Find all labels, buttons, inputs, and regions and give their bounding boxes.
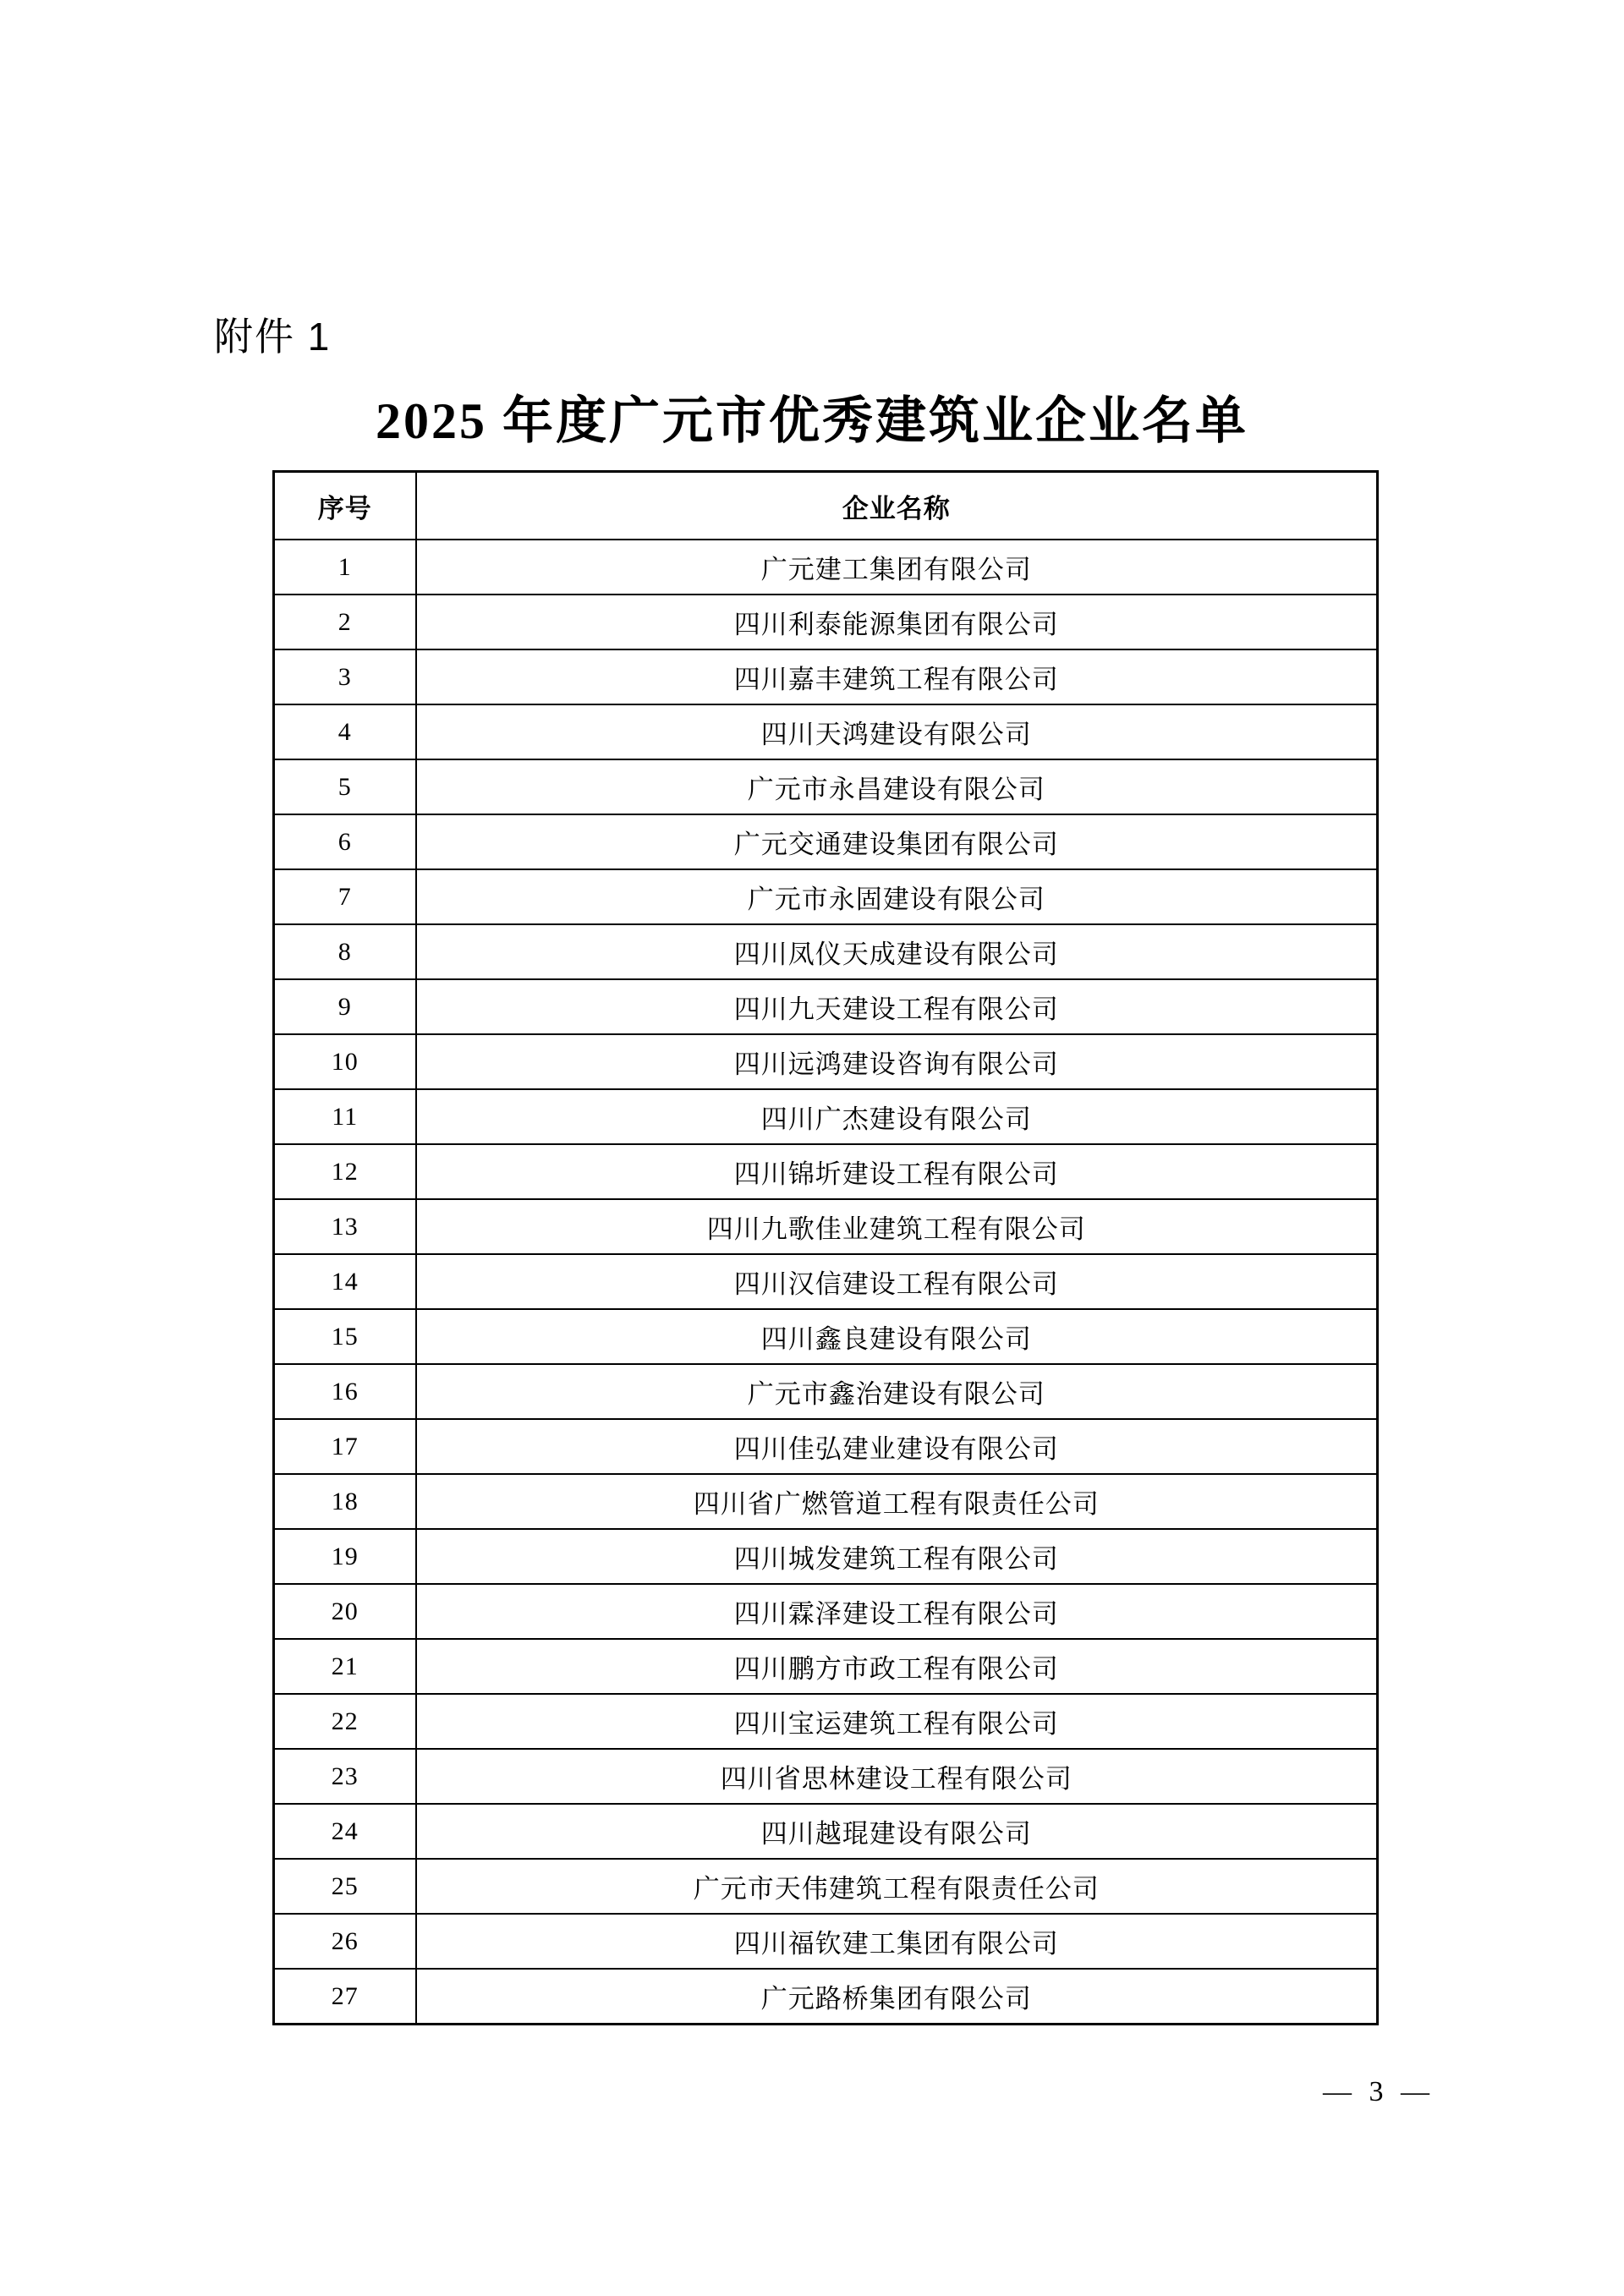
row-index: 7 <box>274 869 416 924</box>
table-row <box>274 1694 1378 1749</box>
company-name: 四川锦圻建设工程有限公司 <box>416 1144 1378 1199</box>
company-name: 四川九天建设工程有限公司 <box>416 979 1378 1034</box>
table-row <box>274 1419 1378 1474</box>
row-index: 9 <box>274 979 416 1034</box>
row-index: 1 <box>274 540 416 595</box>
row-index: 21 <box>274 1639 416 1694</box>
company-name: 广元市永昌建设有限公司 <box>416 759 1378 814</box>
row-index: 22 <box>274 1694 416 1749</box>
row-index: 17 <box>274 1419 416 1474</box>
company-name: 四川汉信建设工程有限公司 <box>416 1254 1378 1309</box>
page-number: — 3 — <box>1323 2076 1435 2107</box>
table-row <box>274 759 1378 814</box>
table-row <box>274 1639 1378 1694</box>
row-index: 16 <box>274 1364 416 1419</box>
row-index: 24 <box>274 1804 416 1859</box>
table-row <box>274 1309 1378 1364</box>
table-header-row <box>274 472 1378 540</box>
company-name: 四川省思林建设工程有限公司 <box>416 1749 1378 1804</box>
company-table <box>272 470 1379 2025</box>
row-index: 6 <box>274 814 416 869</box>
row-index: 2 <box>274 595 416 649</box>
company-name: 四川鑫良建设有限公司 <box>416 1309 1378 1364</box>
table-row <box>274 1529 1378 1584</box>
row-index: 14 <box>274 1254 416 1309</box>
table-row <box>274 1474 1378 1529</box>
row-index: 20 <box>274 1584 416 1639</box>
row-index: 11 <box>274 1089 416 1144</box>
page-title: 2025 年度广元市优秀建筑业企业名单 <box>376 393 1248 449</box>
company-name: 四川城发建筑工程有限公司 <box>416 1529 1378 1584</box>
table-row <box>274 979 1378 1034</box>
row-index: 12 <box>274 1144 416 1199</box>
row-index: 18 <box>274 1474 416 1529</box>
row-index: 5 <box>274 759 416 814</box>
table-row <box>274 1199 1378 1254</box>
company-name: 广元建工集团有限公司 <box>416 540 1378 595</box>
company-name: 四川嘉丰建筑工程有限公司 <box>416 649 1378 704</box>
table-row <box>274 595 1378 649</box>
company-name: 四川省广燃管道工程有限责任公司 <box>416 1474 1378 1529</box>
column-header-name: 企业名称 <box>416 472 1378 540</box>
row-index: 19 <box>274 1529 416 1584</box>
table-row <box>274 1089 1378 1144</box>
table-row <box>274 1749 1378 1804</box>
table-row <box>274 1584 1378 1639</box>
row-index: 26 <box>274 1914 416 1969</box>
row-index: 13 <box>274 1199 416 1254</box>
row-index: 15 <box>274 1309 416 1364</box>
row-index: 25 <box>274 1859 416 1914</box>
company-name: 广元市鑫治建设有限公司 <box>416 1364 1378 1419</box>
company-name: 四川越琨建设有限公司 <box>416 1804 1378 1859</box>
table-row <box>274 869 1378 924</box>
table-row <box>274 1804 1378 1859</box>
company-name: 广元市永固建设有限公司 <box>416 869 1378 924</box>
table-row <box>274 1254 1378 1309</box>
attachment-label: 附件 1 <box>214 315 332 359</box>
row-index: 4 <box>274 704 416 759</box>
company-name: 广元交通建设集团有限公司 <box>416 814 1378 869</box>
table-row <box>274 1859 1378 1914</box>
company-name: 广元路桥集团有限公司 <box>416 1969 1378 2025</box>
row-index: 27 <box>274 1969 416 2025</box>
row-index: 8 <box>274 924 416 979</box>
row-index: 3 <box>274 649 416 704</box>
table-row <box>274 1144 1378 1199</box>
company-name: 广元市天伟建筑工程有限责任公司 <box>416 1859 1378 1914</box>
column-header-index: 序号 <box>274 472 416 540</box>
company-name: 四川天鸿建设有限公司 <box>416 704 1378 759</box>
table-row <box>274 1969 1378 2025</box>
company-name: 四川远鸿建设咨询有限公司 <box>416 1034 1378 1089</box>
table-row <box>274 649 1378 704</box>
table-row <box>274 1364 1378 1419</box>
company-name: 四川广杰建设有限公司 <box>416 1089 1378 1144</box>
company-name: 四川福钦建工集团有限公司 <box>416 1914 1378 1969</box>
table-row <box>274 540 1378 595</box>
table-row <box>274 924 1378 979</box>
company-name: 四川凤仪天成建设有限公司 <box>416 924 1378 979</box>
company-name: 四川利泰能源集团有限公司 <box>416 595 1378 649</box>
company-name: 四川佳弘建业建设有限公司 <box>416 1419 1378 1474</box>
company-name: 四川霖泽建设工程有限公司 <box>416 1584 1378 1639</box>
company-name: 四川宝运建筑工程有限公司 <box>416 1694 1378 1749</box>
table-row <box>274 1914 1378 1969</box>
table-row <box>274 704 1378 759</box>
row-index: 10 <box>274 1034 416 1089</box>
table-row <box>274 814 1378 869</box>
company-name: 四川鹏方市政工程有限公司 <box>416 1639 1378 1694</box>
row-index: 23 <box>274 1749 416 1804</box>
company-name: 四川九歌佳业建筑工程有限公司 <box>416 1199 1378 1254</box>
table-row <box>274 1034 1378 1089</box>
table-body <box>274 540 1378 2025</box>
